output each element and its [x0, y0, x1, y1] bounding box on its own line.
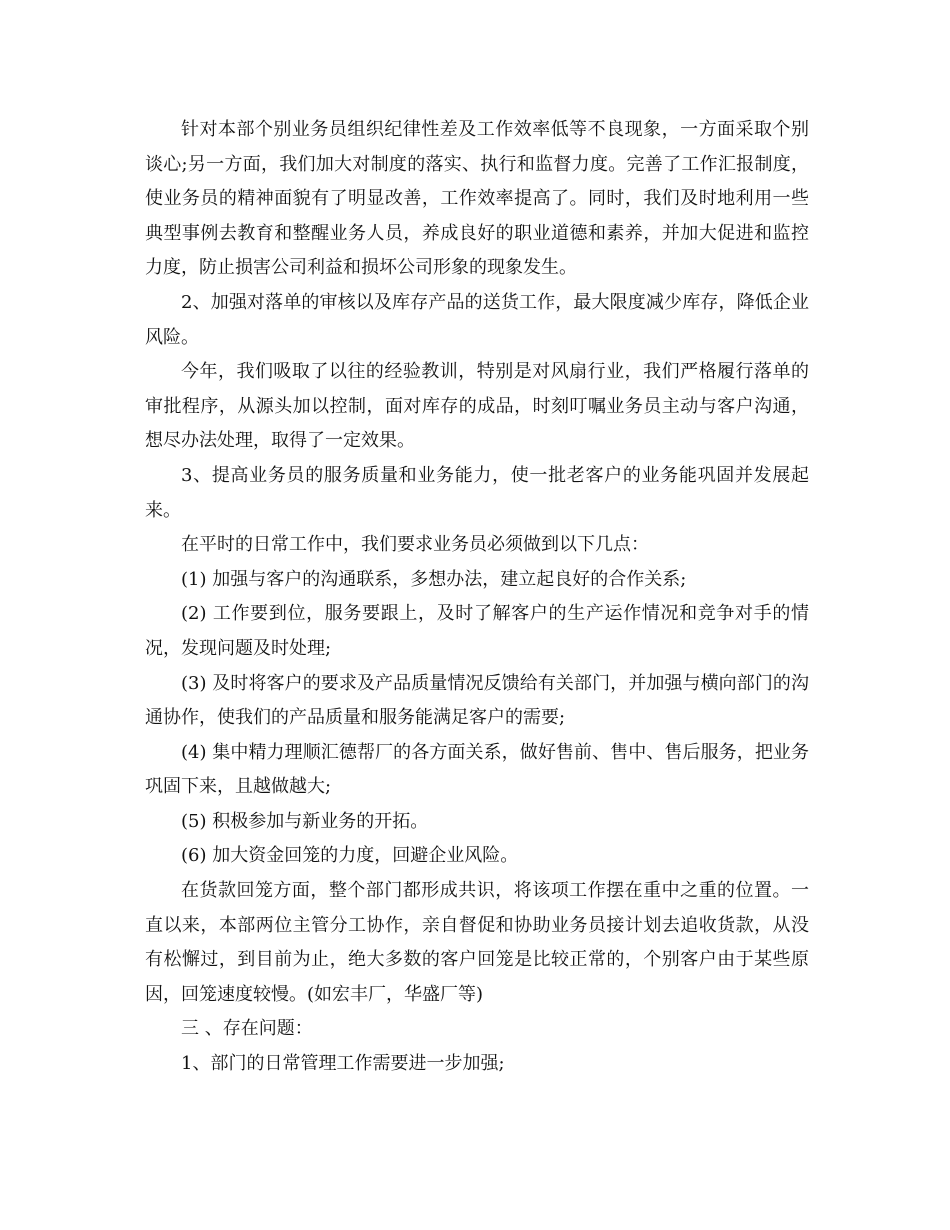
list-item-2: (2) 工作要到位，服务要跟上，及时了解客户的生产运作情况和竞争对手的情况，发现问题及时处理; — [145, 603, 809, 659]
list-item-4: (4) 集中精力理顺汇德帮厂的各方面关系，做好售前、售中、售后服务，把业务巩固下来，且越做越大; — [145, 741, 809, 798]
list-item-3: (3) 及时将客户的要求及产品质量情况反馈给有关部门，并加强与横向部门的沟通协作，使我们的产品质量和服务能满足客户的需要; — [145, 672, 809, 729]
section-heading-problems: 三 、存在问题： — [181, 1018, 313, 1040]
paragraph-requirements-intro: 在平时的日常工作中，我们要求业务员必须做到以下几点： — [181, 534, 649, 556]
paragraph-point-2: 2、加强对落单的审核以及库存产品的送货工作，最大限度减少库存，降低企业风险。 — [145, 291, 809, 348]
list-item-5: (5) 积极参加与新业务的开拓。 — [181, 810, 429, 832]
paragraph-payment-collection: 在货款回笼方面，整个部门都形成共识，将该项工作摆在重中之重的位置。一直以来，本部两位主管分工协作，亲自督促和协助业务员接计划去追收货款，从没有松懈过，到目前为止，绝大多数的客户回笼是比较正常的，个别客户由于某些原因，回笼速度较慢。(如宏丰厂，华盛厂等) — [145, 880, 809, 1005]
paragraph-point-3: 3、提高业务员的服务质量和业务能力，使一批老客户的业务能巩固并发展起来。 — [145, 464, 809, 521]
paragraph-discipline: 针对本部个别业务员组织纪律性差及工作效率低等不良现象，一方面采取个别谈心;另一方面，我们加大对制度的落实、执行和监督力度。完善了工作汇报制度，使业务员的精神面貌有了明显改善，工作效率提高了。同时，我们及时地利用一些典型事例去教育和整醒业务人员，养成良好的职业道德和素养，并加大促进和监控力度，防止损害公司利益和损坏公司形象的现象发生。 — [145, 119, 809, 279]
list-item-1: (1) 加强与客户的沟通联系，多想办法，建立起良好的合作关系; — [181, 568, 687, 590]
list-item-6: (6) 加大资金回笼的力度，回避企业风险。 — [181, 845, 519, 867]
paragraph-problem-1: 1、部门的日常管理工作需要进一步加强; — [181, 1053, 505, 1075]
document-body — [145, 113, 809, 1082]
paragraph-lessons: 今年，我们吸取了以往的经验教训，特别是对风扇行业，我们严格履行落单的审批程序，从源头加以控制，面对库存的成品，时刻叮嘱业务员主动与客户沟通，想尽办法处理，取得了一定效果。 — [145, 361, 809, 452]
